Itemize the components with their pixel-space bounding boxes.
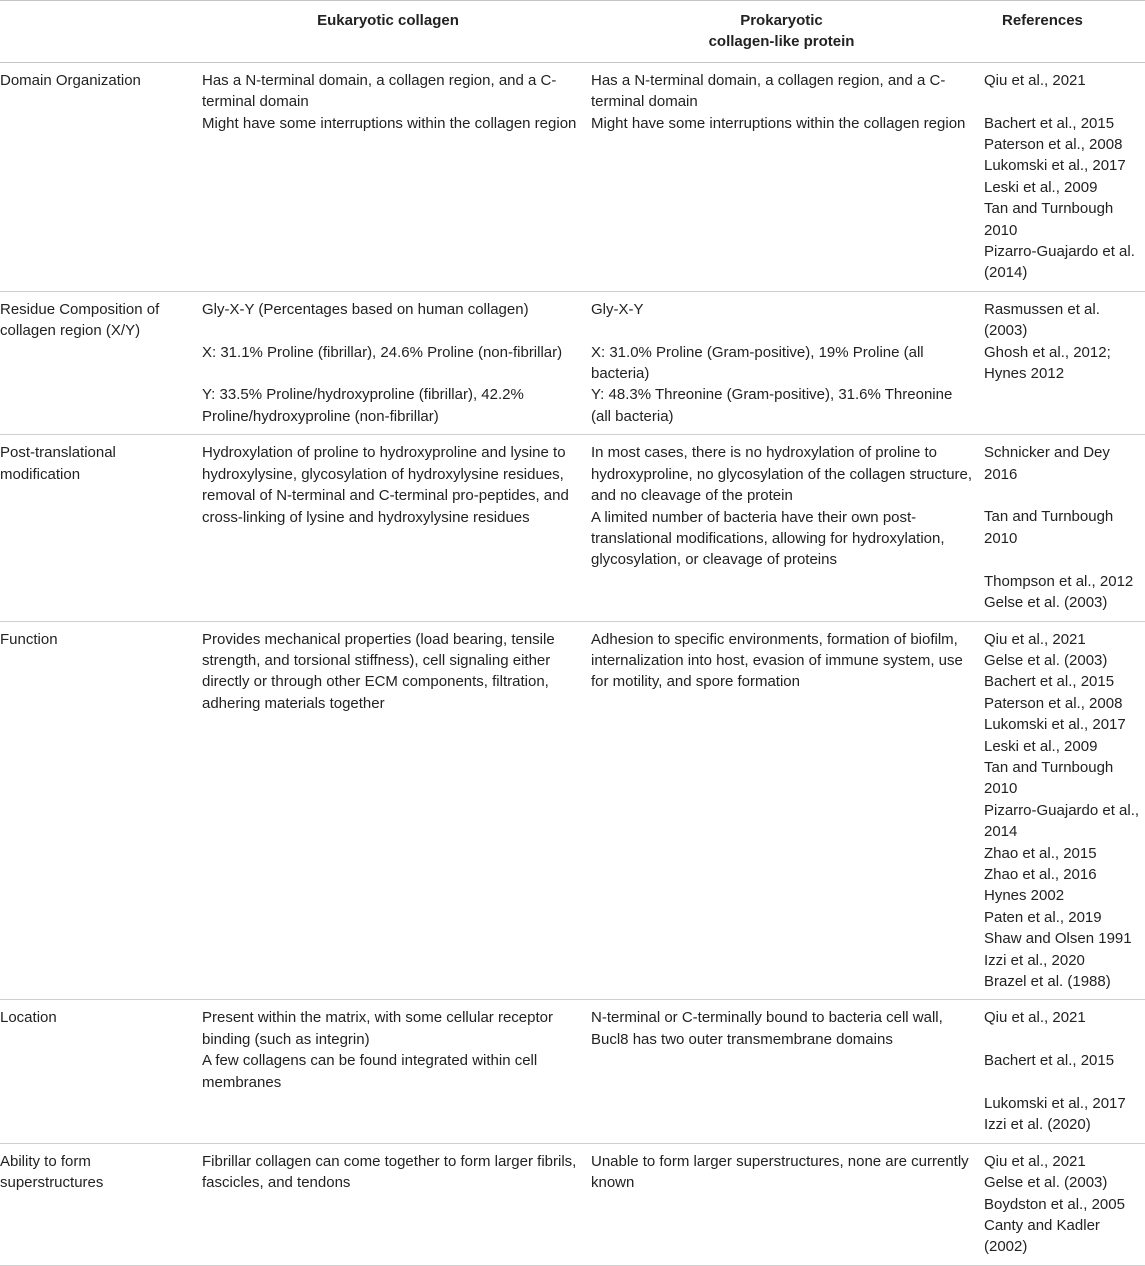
reference-entry: Bachert et al., 2015 bbox=[984, 114, 1115, 132]
header-row bbox=[0, 1, 1145, 63]
prokaryotic-cell bbox=[583, 62, 980, 291]
reference-entry: Tan and Turnbough 2010 bbox=[984, 200, 1114, 239]
reference-entry: Boydston et al., 2005 bbox=[984, 1195, 1125, 1213]
eukaryotic-cell bbox=[193, 1143, 583, 1265]
eukaryotic-cell bbox=[193, 291, 583, 434]
row-label: Domain Organization bbox=[0, 62, 193, 291]
cell-text-line: Has a N-terminal domain, a collagen region, and a C-terminal domain bbox=[591, 71, 946, 111]
references-cell bbox=[980, 1000, 1145, 1143]
references-cell bbox=[980, 621, 1145, 1000]
references-cell bbox=[980, 1143, 1145, 1265]
reference-entry: Ghosh et al., 2012; bbox=[984, 343, 1111, 361]
reference-entry: Schnicker and Dey 2016 bbox=[984, 444, 1110, 483]
cell-text-line: Unable to form larger superstructures, none are currently known bbox=[591, 1152, 969, 1192]
reference-entry: Pizarro-Guajardo et al., 2014 bbox=[984, 801, 1140, 841]
table-row bbox=[0, 621, 1145, 1000]
reference-entry: Pizarro-Guajardo et al. (2014) bbox=[984, 243, 1135, 282]
cell-text-line: X: 31.1% Proline (fibrillar), 24.6% Proline (non-fibrillar) bbox=[202, 343, 563, 361]
reference-entry: Hynes 2012 bbox=[984, 365, 1065, 383]
blank-line bbox=[591, 320, 974, 341]
reference-entry: Brazel et al. (1988) bbox=[984, 973, 1111, 990]
reference-entry: Leski et al., 2009 bbox=[984, 737, 1098, 755]
table-row bbox=[0, 435, 1145, 621]
prokaryotic-cell bbox=[583, 621, 980, 1000]
row-label: Location bbox=[0, 1000, 193, 1143]
cell-text-line: Gly-X-Y (Percentages based on human collagen) bbox=[202, 300, 529, 318]
cell-text-line: Y: 48.3% Threonine (Gram-positive), 31.6% Threonine (all bacteria) bbox=[591, 386, 953, 425]
eukaryotic-cell bbox=[193, 435, 583, 621]
reference-entry: Qiu et al., 2021 bbox=[984, 1009, 1086, 1027]
row-label: Residue Composition of collagen region (X/Y) bbox=[0, 291, 193, 434]
reference-entry: Paterson et al., 2008 bbox=[984, 136, 1123, 154]
reference-entry: Bachert et al., 2015 bbox=[984, 1052, 1115, 1070]
reference-entry: Canty and Kadler (2002) bbox=[984, 1217, 1100, 1256]
blank-line bbox=[202, 363, 577, 384]
table-row bbox=[0, 62, 1145, 291]
cell-text-line: X: 31.0% Proline (Gram-positive), 19% Proline (all bacteria) bbox=[591, 343, 924, 383]
blank-line bbox=[984, 549, 1145, 570]
cell-text-line: Y: 33.5% Proline/hydroxyproline (fibrillar), 42.2% Proline/hydroxyproline (non-fibrillar) bbox=[202, 386, 524, 425]
cell-text-line: Might have some interruptions within the collagen region bbox=[202, 114, 577, 132]
reference-entry: Zhao et al., 2015 bbox=[984, 844, 1097, 862]
reference-entry: Gelse et al. (2003) bbox=[984, 594, 1108, 612]
prokaryotic-cell bbox=[583, 1000, 980, 1143]
header-prokaryotic-line1: Prokaryotic bbox=[740, 12, 823, 29]
reference-entry: Paterson et al., 2008 bbox=[984, 694, 1123, 712]
prokaryotic-cell bbox=[583, 435, 980, 621]
table-row bbox=[0, 1000, 1145, 1143]
reference-entry: Bachert et al., 2015 bbox=[984, 673, 1115, 691]
table-row bbox=[0, 1143, 1145, 1265]
reference-entry: Gelse et al. (2003) bbox=[984, 1174, 1108, 1192]
cell-text-line: N-terminal or C-terminally bound to bacteria cell wall, Bucl8 has two outer transmembrane domains bbox=[591, 1009, 943, 1048]
eukaryotic-cell bbox=[193, 62, 583, 291]
reference-entry: Qiu et al., 2021 bbox=[984, 71, 1086, 89]
reference-entry: Izzi et al., 2020 bbox=[984, 951, 1085, 969]
prokaryotic-cell bbox=[583, 1143, 980, 1265]
reference-entry: Tan and Turnbough 2010 bbox=[984, 508, 1114, 547]
cell-text-line: Present within the matrix, with some cellular receptor binding (such as integrin) bbox=[202, 1009, 553, 1048]
references-cell bbox=[980, 435, 1145, 621]
reference-entry: Lukomski et al., 2017 bbox=[984, 716, 1126, 734]
reference-entry: Thompson et al., 2012 bbox=[984, 572, 1134, 590]
reference-entry: Zhao et al., 2016 bbox=[984, 865, 1097, 883]
prokaryotic-cell bbox=[583, 291, 980, 434]
reference-entry: Tan and Turnbough 2010 bbox=[984, 758, 1114, 798]
blank-line bbox=[984, 1072, 1145, 1093]
reference-entry: Hynes 2002 bbox=[984, 887, 1065, 905]
reference-entry: Qiu et al., 2021 bbox=[984, 630, 1086, 648]
header-prokaryotic-line2: collagen-like protein bbox=[708, 33, 855, 51]
cell-text-line: In most cases, there is no hydroxylation of proline to hydroxyproline, no glycosylation of the collagen structure, and no cleavage of the protein bbox=[591, 444, 973, 505]
reference-entry: Paten et al., 2019 bbox=[984, 908, 1102, 926]
header-eukaryotic: Eukaryotic collagen bbox=[193, 1, 583, 63]
table-row bbox=[0, 291, 1145, 434]
references-cell bbox=[980, 291, 1145, 434]
cell-text-line: Adhesion to specific environments, formation of biofilm, internalization into host, evasion of immune system, use for motility, and spore formation bbox=[591, 630, 963, 691]
blank-line bbox=[202, 320, 577, 341]
reference-entry: Qiu et al., 2021 bbox=[984, 1152, 1086, 1170]
reference-entry: Gelse et al. (2003) bbox=[984, 651, 1108, 669]
blank-line bbox=[984, 1029, 1145, 1050]
reference-entry: Rasmussen et al. (2003) bbox=[984, 300, 1100, 340]
cell-text-line: Has a N-terminal domain, a collagen region, and a C-terminal domain bbox=[202, 71, 557, 111]
cell-text-line: Hydroxylation of proline to hydroxyproline and lysine to hydroxylysine, glycosylation of hydroxylysine residues, removal of N-terminal and C-terminal pro-peptides, and cross-linking of lysine and hydroxylysine residues bbox=[202, 444, 569, 526]
header-prokaryotic bbox=[583, 1, 980, 63]
blank-line bbox=[984, 91, 1145, 112]
cell-text-line: A few collagens can be found integrated within cell membranes bbox=[202, 1052, 538, 1091]
reference-entry: Izzi et al. (2020) bbox=[984, 1116, 1091, 1134]
reference-entry: Shaw and Olsen 1991 bbox=[984, 930, 1132, 948]
cell-text-line: Gly-X-Y bbox=[591, 300, 644, 318]
header-empty bbox=[0, 1, 193, 63]
references-cell bbox=[980, 62, 1145, 291]
row-label: Function bbox=[0, 621, 193, 1000]
reference-entry: Lukomski et al., 2017 bbox=[984, 1095, 1126, 1112]
blank-line bbox=[984, 485, 1145, 506]
cell-text-line: A limited number of bacteria have their own post-translational modifications, allowing for hydroxylation, glycosylation, or cleavage of proteins bbox=[591, 508, 945, 569]
reference-entry: Leski et al., 2009 bbox=[984, 178, 1098, 196]
row-label: Ability to form superstructures bbox=[0, 1143, 193, 1265]
cell-text-line: Provides mechanical properties (load bearing, tensile strength, and torsional stiffness), cell signaling either directly or through other ECM components, filtration, adhering materials together bbox=[202, 630, 555, 712]
eukaryotic-cell bbox=[193, 1000, 583, 1143]
cell-text-line: Might have some interruptions within the collagen region bbox=[591, 114, 966, 132]
row-label: Post-translational modification bbox=[0, 435, 193, 621]
header-references: References bbox=[980, 1, 1145, 63]
eukaryotic-cell bbox=[193, 621, 583, 1000]
cell-text-line: Fibrillar collagen can come together to form larger fibrils, fascicles, and tendons bbox=[202, 1152, 577, 1192]
reference-entry: Lukomski et al., 2017 bbox=[984, 157, 1126, 175]
